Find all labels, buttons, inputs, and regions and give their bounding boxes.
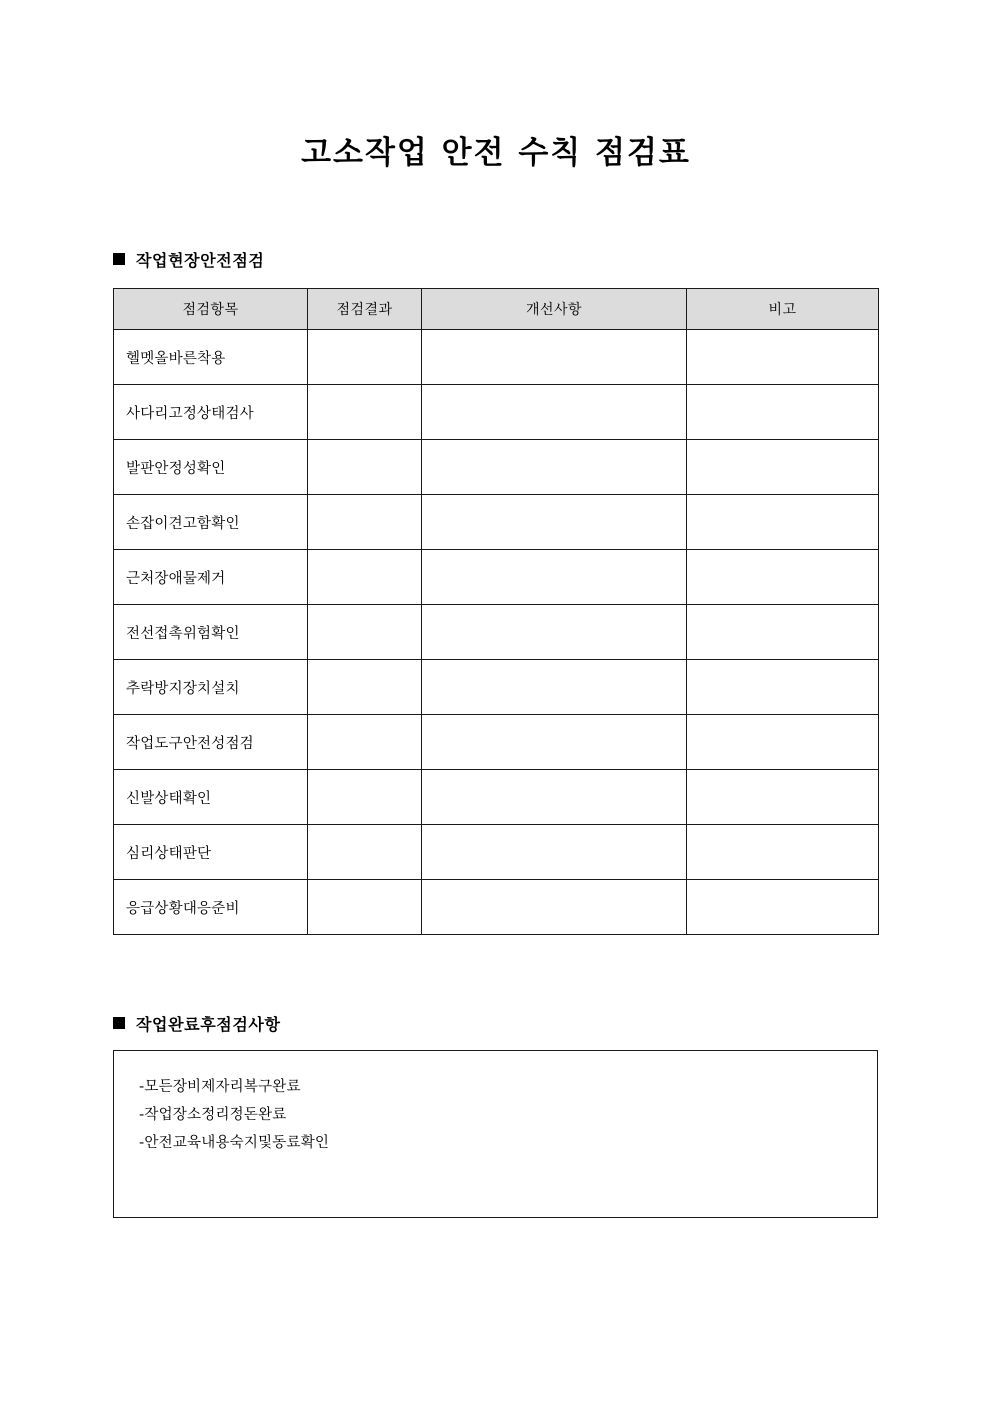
cell-item: 전선접촉위험확인 [114,605,308,660]
column-header-item: 점검항목 [114,289,308,330]
cell-result[interactable] [308,880,422,935]
table-row [114,440,879,495]
table-row [114,495,879,550]
table-row [114,825,879,880]
cell-item: 작업도구안전성점검 [114,715,308,770]
cell-result[interactable] [308,550,422,605]
table-header-row [114,289,879,330]
section-heading-site-inspection-label: 작업현장안전점검 [136,251,265,270]
cell-improvement[interactable] [422,330,687,385]
cell-note[interactable] [687,770,879,825]
cell-item: 심리상태판단 [114,825,308,880]
cell-item: 추락방지장치설치 [114,660,308,715]
page-title: 고소작업 안전 수칙 점검표 [301,135,691,171]
table-row [114,605,879,660]
cell-improvement[interactable] [422,715,687,770]
table-row [114,330,879,385]
cell-improvement[interactable] [422,605,687,660]
cell-note[interactable] [687,880,879,935]
cell-item: 발판안정성확인 [114,440,308,495]
cell-note[interactable] [687,605,879,660]
cell-note[interactable] [687,440,879,495]
cell-item: 신발상태확인 [114,770,308,825]
cell-note[interactable] [687,495,879,550]
cell-note[interactable] [687,715,879,770]
cell-improvement[interactable] [422,495,687,550]
section-heading-post-work [113,1014,281,1036]
cell-item: 손잡이견고함확인 [114,495,308,550]
cell-item: 헬멧올바른착용 [114,330,308,385]
cell-improvement[interactable] [422,550,687,605]
safety-inspection-table [113,288,879,935]
table-row [114,550,879,605]
note-line: -모든장비제자리복구완료 [139,1079,301,1095]
cell-result[interactable] [308,440,422,495]
table-row [114,715,879,770]
cell-result[interactable] [308,605,422,660]
cell-improvement[interactable] [422,770,687,825]
note-line: -작업장소정리정돈완료 [139,1107,287,1123]
section-heading-post-work-label: 작업완료후점검사항 [136,1015,281,1034]
column-header-result: 점검결과 [308,289,422,330]
cell-note[interactable] [687,385,879,440]
cell-note[interactable] [687,330,879,385]
cell-result[interactable] [308,660,422,715]
cell-improvement[interactable] [422,825,687,880]
cell-item: 근처장애물제거 [114,550,308,605]
cell-improvement[interactable] [422,880,687,935]
cell-improvement[interactable] [422,385,687,440]
cell-result[interactable] [308,385,422,440]
cell-note[interactable] [687,825,879,880]
cell-result[interactable] [308,715,422,770]
cell-item: 응급상황대응준비 [114,880,308,935]
table-row [114,880,879,935]
post-work-notes-box[interactable] [113,1050,878,1218]
table-row [114,385,879,440]
cell-result[interactable] [308,770,422,825]
cell-item: 사다리고정상태검사 [114,385,308,440]
cell-result[interactable] [308,330,422,385]
filled-square-icon [113,1017,125,1029]
column-header-note: 비고 [687,289,879,330]
cell-improvement[interactable] [422,660,687,715]
cell-result[interactable] [308,825,422,880]
cell-note[interactable] [687,550,879,605]
table-row [114,660,879,715]
table-header [114,289,879,330]
table-row [114,770,879,825]
cell-note[interactable] [687,660,879,715]
filled-square-icon [113,253,125,265]
section-heading-site-inspection [113,250,264,272]
note-line: -안전교육내용숙지및동료확인 [139,1135,330,1151]
cell-improvement[interactable] [422,440,687,495]
table-body [114,330,879,935]
cell-result[interactable] [308,495,422,550]
column-header-improvement: 개선사항 [422,289,687,330]
